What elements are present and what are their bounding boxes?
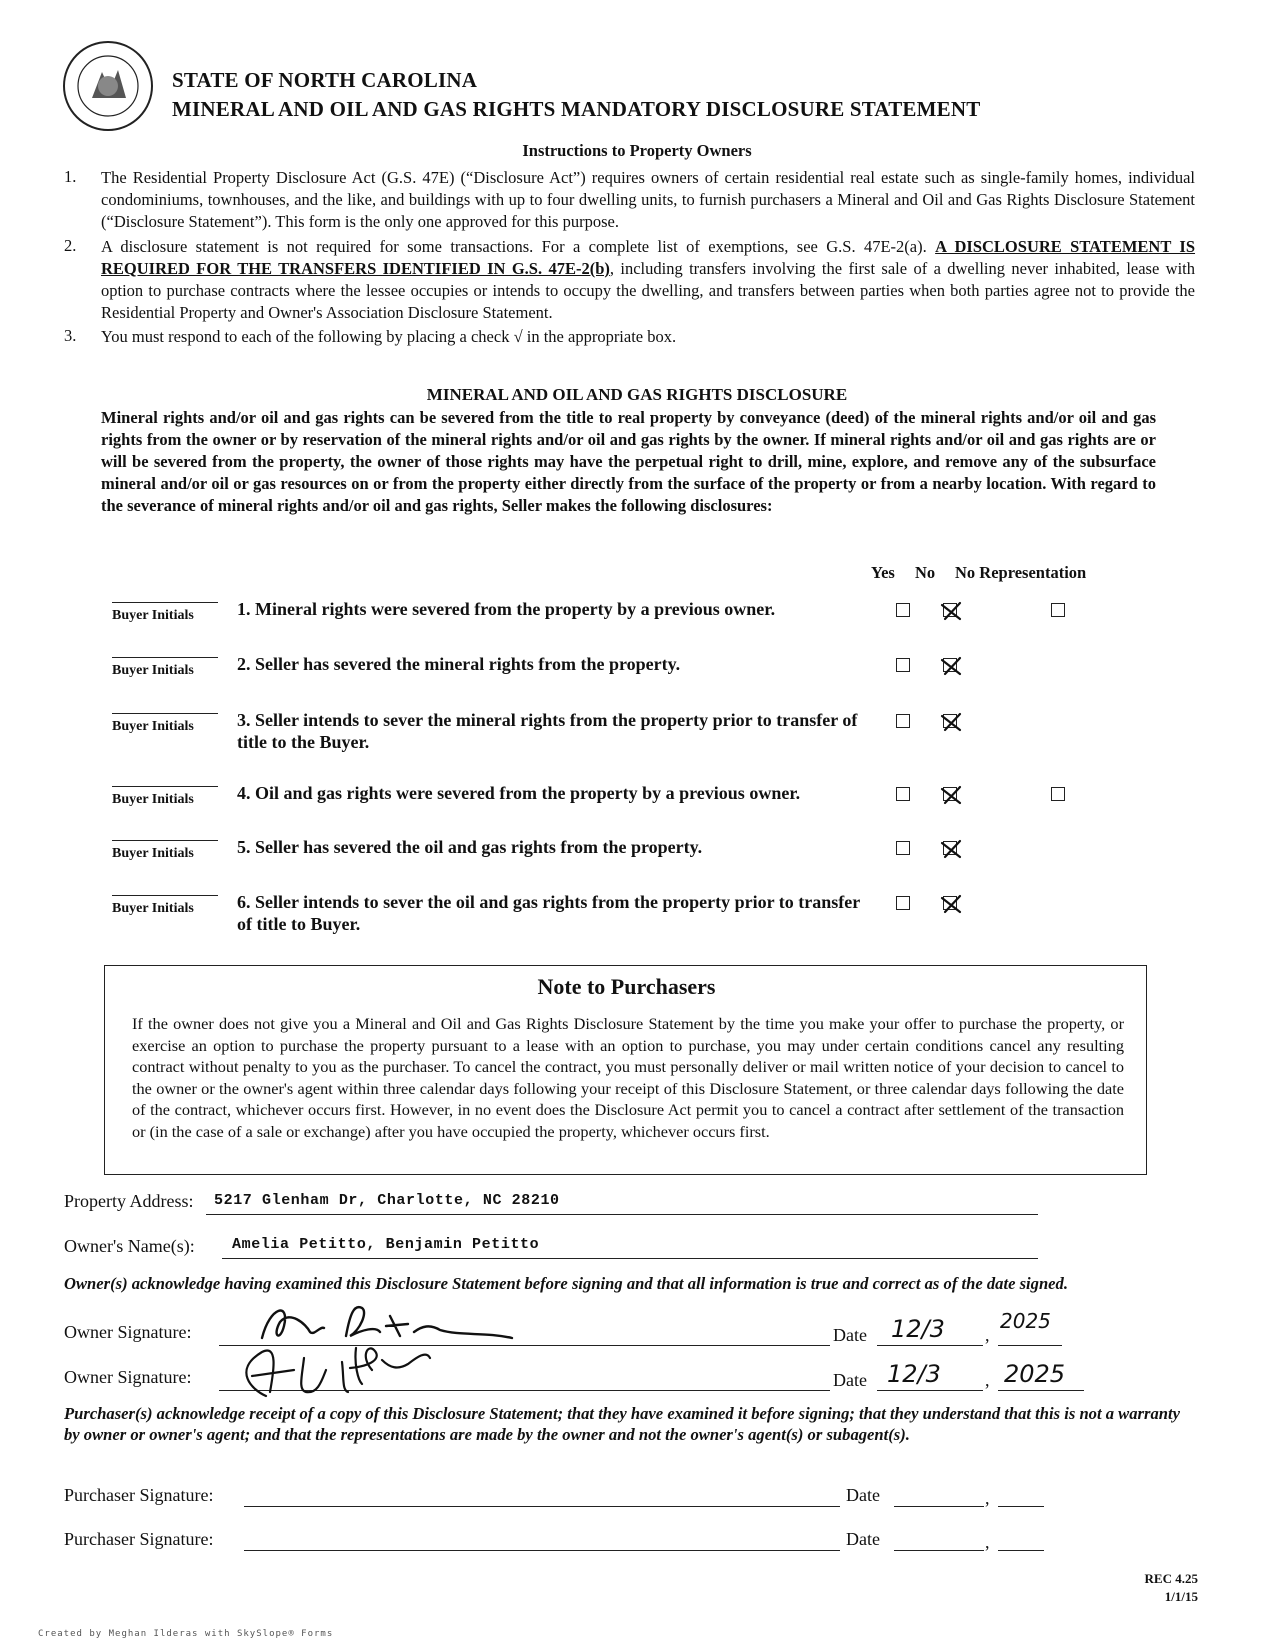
purchaser-signature-1-date-field[interactable] xyxy=(894,1486,984,1507)
owners-name-field[interactable] xyxy=(222,1236,1038,1259)
purchaser-signature-1-date-label: Date xyxy=(846,1485,880,1505)
buyer-initials-label: Buyer Initials xyxy=(112,846,194,861)
buyer-initials-label: Buyer Initials xyxy=(112,608,194,623)
owner-acknowledgement: Owner(s) acknowledge having examined this Disclosure Statement before signing and that all information is true and correct as of the date signed. xyxy=(64,1274,1068,1293)
instruction-2-required-notice: A DISCLOSURE STATEMENT IS REQUIRED FOR THE TRANSFERS IDENTIFIED IN G.S. 47E-2(b) xyxy=(101,237,1196,278)
owner-signature-2-date-field[interactable] xyxy=(877,1362,983,1391)
purchaser-signature-2-field[interactable] xyxy=(244,1530,840,1551)
buyer-initials-field[interactable] xyxy=(112,840,218,841)
buyer-initials-field[interactable] xyxy=(112,713,218,714)
column-no-header: No xyxy=(915,563,936,582)
owner-signature-1-date-field[interactable] xyxy=(877,1317,983,1346)
purchaser-signature-2-date-comma: , xyxy=(985,1532,990,1552)
property-address-field[interactable] xyxy=(206,1192,1038,1215)
note-title: Note to Purchasers xyxy=(537,974,716,999)
owner-signature-2-label: Owner Signature: xyxy=(64,1367,192,1387)
question-text: 1. Mineral rights were severed from the property by a previous owner. xyxy=(237,599,776,619)
column-no-representation-header: No Representation xyxy=(955,563,1087,582)
yes-checkbox[interactable] xyxy=(896,603,910,617)
question-text: 2. Seller has severed the mineral rights from the property. xyxy=(237,654,681,674)
purchaser-signature-2-date-field[interactable] xyxy=(894,1530,984,1551)
nc-real-estate-commission-seal xyxy=(62,40,154,132)
purchaser-signature-1-date-comma: , xyxy=(985,1488,990,1508)
yes-checkbox[interactable] xyxy=(896,896,910,910)
yes-checkbox[interactable] xyxy=(896,658,910,672)
note-body: If the owner does not give you a Mineral and Oil and Gas Rights Disclosure Statement by the time you make your offer to purchase the property, or exercise an option to purchase the property pursuant to a lease with an option to purchase, you may under certain conditions cancel any resulting contract without penalty to you as the purchaser. To cancel the contract, you must personally deliver or mail written notice of your decision to cancel to the owner or the owner's agent within three calendar days following your receipt of this Disclosure Statement, or three calendar days following the date of the contract, whichever occurs first. However, in no event does the Disclosure Act permit you to cancel a contract after settlement of the transaction or (in the case of a sale or exchange) after you have occupied the property, whichever occurs first. xyxy=(132,1014,1124,1141)
instruction-1-number: 1. xyxy=(64,167,77,186)
owner-signature-2-date-label: Date xyxy=(833,1370,867,1390)
instruction-3-text: You must respond to each of the following by placing a check √ in the appropriate box. xyxy=(101,327,677,346)
owner-signature-1-label: Owner Signature: xyxy=(64,1322,192,1342)
purchaser-signature-1-field[interactable] xyxy=(244,1486,840,1507)
buyer-initials-label: Buyer Initials xyxy=(112,901,194,916)
owner-signature-2-year-field[interactable] xyxy=(998,1362,1084,1391)
purchaser-signature-1-year-field[interactable] xyxy=(998,1486,1044,1507)
owner-signature-2-date-md: 12/3 xyxy=(887,1360,941,1388)
no-representation-checkbox[interactable] xyxy=(1051,787,1065,801)
owner-signature-2-date-comma: , xyxy=(985,1370,990,1390)
question-text: 3. Seller intends to sever the mineral rights from the property prior to transfer of title to the Buyer. xyxy=(237,710,858,752)
owners-name-value: Amelia Petitto, Benjamin Petitto xyxy=(232,1236,540,1253)
instruction-2-part-a: A disclosure statement is not required for some transactions. For a complete list of exemptions, see G.S. 47E-2(a). xyxy=(101,237,927,256)
column-yes-header: Yes xyxy=(871,563,895,582)
form-code: REC 4.25 xyxy=(1144,1571,1198,1586)
buyer-initials-label: Buyer Initials xyxy=(112,719,194,734)
buyer-initials-label: Buyer Initials xyxy=(112,792,194,807)
owner-signature-1-date-md: 12/3 xyxy=(891,1315,945,1343)
property-address-value: 5217 Glenham Dr, Charlotte, NC 28210 xyxy=(214,1192,560,1209)
yes-checkbox[interactable] xyxy=(896,714,910,728)
owner-signature-2-image xyxy=(222,1340,492,1402)
form-state-title: STATE OF NORTH CAROLINA xyxy=(172,68,478,92)
buyer-initials-field[interactable] xyxy=(112,602,218,603)
no-checkbox[interactable] xyxy=(943,714,957,728)
buyer-initials-field[interactable] xyxy=(112,895,218,896)
instruction-2-part-c: , including transfers involving the first sale of a dwelling never inhabited, lease with option to purchase contracts where the lessee occupies or intends to occupy the dwelling, and transfers between parties when both parties agree not to provide the Residential Property and Owner's Association Disclosure Statement. xyxy=(101,259,1196,322)
buyer-initials-field[interactable] xyxy=(112,786,218,787)
owner-signature-1-date-label: Date xyxy=(833,1325,867,1345)
owners-name-label: Owner's Name(s): xyxy=(64,1236,195,1256)
created-by-footer: Created by Meghan Ilderas with SkySlope® Forms xyxy=(38,1629,334,1639)
question-text: 4. Oil and gas rights were severed from the property by a previous owner. xyxy=(237,783,801,803)
yes-checkbox[interactable] xyxy=(896,787,910,801)
instruction-2-text xyxy=(101,236,1195,324)
owner-signature-1-date-comma: , xyxy=(985,1325,990,1345)
no-checkbox[interactable] xyxy=(943,841,957,855)
question-text: 6. Seller intends to sever the oil and gas rights from the property prior to transfer of title to Buyer. xyxy=(237,892,860,934)
purchaser-signature-2-year-field[interactable] xyxy=(998,1530,1044,1551)
purchaser-signature-2-date-label: Date xyxy=(846,1529,880,1549)
no-checkbox[interactable] xyxy=(943,658,957,672)
purchaser-signature-2-label: Purchaser Signature: xyxy=(64,1529,214,1549)
purchaser-acknowledgement: Purchaser(s) acknowledge receipt of a copy of this Disclosure Statement; that they have examined it before signing; that they understand that this is not a warranty by owner or owner's agent; and that the representations are made by the owner and not the owner's agent(s) or subagent(s). xyxy=(64,1404,1180,1444)
no-checkbox[interactable] xyxy=(943,896,957,910)
no-checkbox[interactable] xyxy=(943,603,957,617)
owner-signature-1-year-field[interactable] xyxy=(998,1309,1062,1346)
buyer-initials-field[interactable] xyxy=(112,657,218,658)
buyer-initials-label: Buyer Initials xyxy=(112,663,194,678)
yes-checkbox[interactable] xyxy=(896,841,910,855)
disclosure-body: Mineral rights and/or oil and gas rights can be severed from the title to real property by conveyance (deed) of the mineral rights and/or oil and gas rights from the owner or by reservation of the mineral rights and/or oil and gas rights by the owner. If mineral rights and/or oil and gas rights are or will be severed from the property, the owner of those rights may have the perpetual right to drill, mine, explore, and remove any of the subsurface mineral and/or oil or gas resources on or from the property either directly from the surface of the property or from a nearby location. With regard to the severance of mineral rights and/or oil and gas rights, Seller makes the following disclosures: xyxy=(101,408,1156,515)
instruction-2-number: 2. xyxy=(64,236,77,255)
owner-signature-1-year: 2025 xyxy=(1000,1309,1051,1333)
property-address-label: Property Address: xyxy=(64,1191,194,1211)
form-title: MINERAL AND OIL AND GAS RIGHTS MANDATORY DISCLOSURE STATEMENT xyxy=(172,97,981,121)
instruction-1-text: The Residential Property Disclosure Act (G.S. 47E) (“Disclosure Act”) requires owners of certain residential real estate such as single-family homes, individual condominiums, townhouses, and the like, and buildings with up to four dwelling units, to furnish purchasers a Mineral and Oil and Gas Rights Disclosure Statement (“Disclosure Statement”). This form is the only one approved for this purpose. xyxy=(101,168,1195,231)
note-to-purchasers-box xyxy=(104,965,1147,1175)
no-checkbox[interactable] xyxy=(943,787,957,801)
instruction-3-number: 3. xyxy=(64,326,77,345)
disclosure-title: MINERAL AND OIL AND GAS RIGHTS DISCLOSURE xyxy=(426,385,848,404)
owner-signature-2-year: 2025 xyxy=(1004,1360,1066,1388)
question-text: 5. Seller has severed the oil and gas rights from the property. xyxy=(237,837,703,857)
purchaser-signature-1-label: Purchaser Signature: xyxy=(64,1485,214,1505)
instructions-title: Instructions to Property Owners xyxy=(522,141,752,160)
form-revision-date: 1/1/15 xyxy=(1164,1589,1198,1604)
no-representation-checkbox[interactable] xyxy=(1051,603,1065,617)
